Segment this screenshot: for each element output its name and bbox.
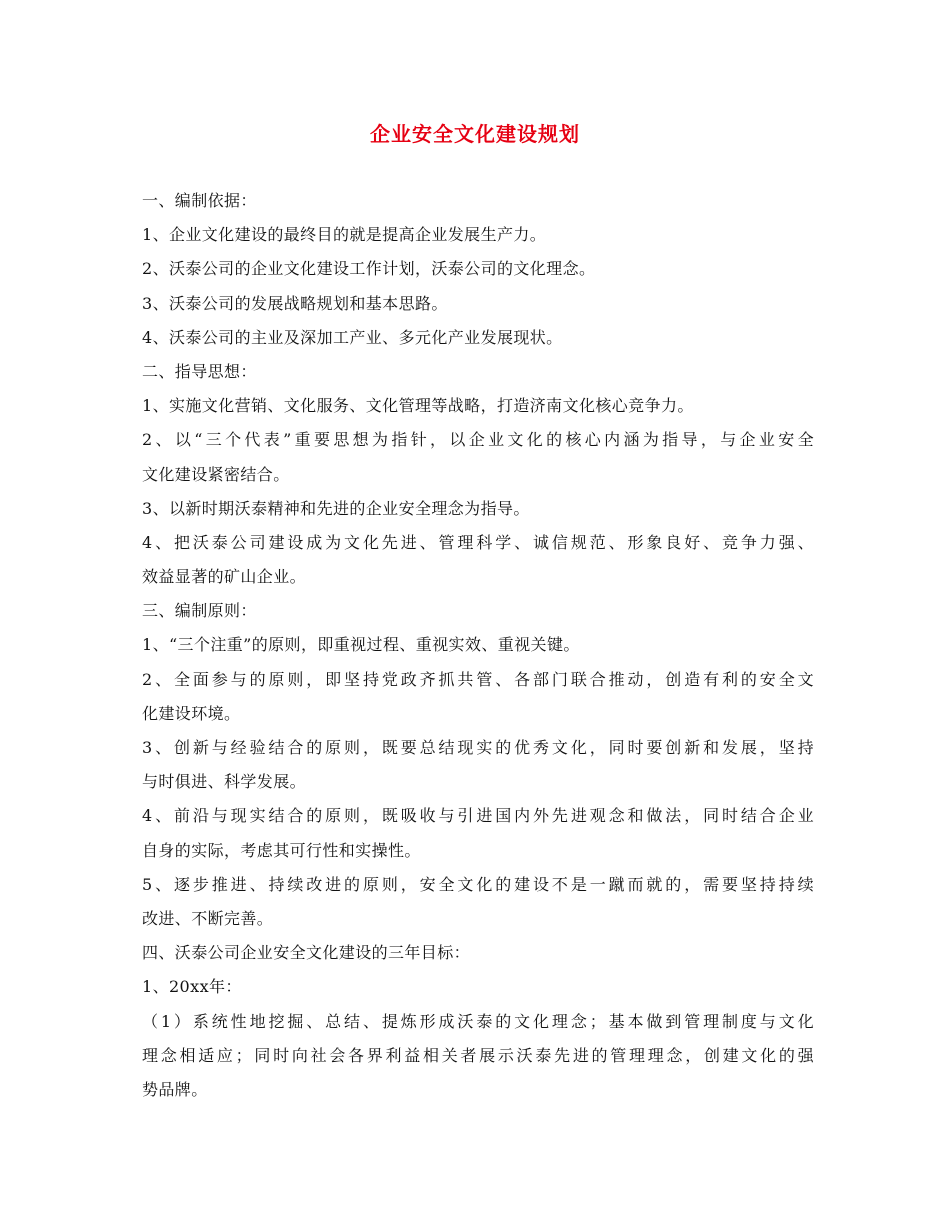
paragraph-line: 2、全面参与的原则，即坚持党政齐抓共管、各部门联合推动，创造有利的安全文 bbox=[142, 669, 814, 689]
paragraph-line: 三、编制原则： bbox=[142, 601, 257, 621]
paragraph-line: 自身的实际，考虑其可行性和实操性。 bbox=[142, 840, 421, 860]
paragraph-line: 1、实施文化营销、文化服务、文化管理等战略，打造济南文化核心竞争力。 bbox=[142, 396, 694, 416]
paragraph-line: 4、前沿与现实结合的原则，既吸收与引进国内外先进观念和做法，同时结合企业 bbox=[142, 806, 814, 826]
paragraph-line: 5、逐步推进、持续改进的原则，安全文化的建设不是一蹴而就的，需要坚持持续 bbox=[142, 874, 814, 894]
paragraph-line: 2、以“三个代表”重要思想为指针，以企业文化的核心内涵为指导，与企业安全 bbox=[142, 430, 814, 450]
paragraph-line: 1、20xx年： bbox=[142, 977, 242, 997]
paragraph-line: 效益显著的矿山企业。 bbox=[142, 567, 307, 587]
paragraph-line: 一、编制依据： bbox=[142, 191, 257, 210]
paragraph-line: 3、沃泰公司的发展战略规划和基本思路。 bbox=[142, 293, 448, 313]
paragraph-line: 文化建设紧密结合。 bbox=[142, 464, 290, 484]
paragraph-line: 改进、不断完善。 bbox=[142, 908, 274, 928]
paragraph-line: 4、沃泰公司的主业及深加工产业、多元化产业发展现状。 bbox=[142, 327, 563, 347]
paragraph-line: 理念相适应；同时向社会各界利益相关者展示沃泰先进的管理理念，创建文化的强 bbox=[142, 1045, 814, 1065]
paragraph-line: （1）系统性地挖掘、总结、提炼形成沃泰的文化理念；基本做到管理制度与文化 bbox=[142, 1011, 814, 1031]
paragraph-line: 二、指导思想： bbox=[142, 361, 257, 381]
paragraph-line: 3、创新与经验结合的原则，既要总结现实的优秀文化，同时要创新和发展，坚持 bbox=[142, 738, 814, 757]
paragraph-line: 4、把沃泰公司建设成为文化先进、管理科学、诚信规范、形象良好、竞争力强、 bbox=[142, 532, 814, 552]
document-title: 企业安全文化建设规划 bbox=[370, 122, 580, 146]
paragraph-line: 与时俱进、科学发展。 bbox=[142, 772, 307, 792]
paragraph-line: 3、以新时期沃泰精神和先进的企业安全理念为指导。 bbox=[142, 498, 530, 518]
paragraph-line: 2、沃泰公司的企业文化建设工作计划，沃泰公司的文化理念。 bbox=[142, 259, 596, 279]
paragraph-line: 化建设环境。 bbox=[142, 703, 241, 723]
paragraph-line: 1、“三个注重”的原则，即重视过程、重视实效、重视关键。 bbox=[142, 635, 580, 655]
paragraph-line: 1、企业文化建设的最终目的就是提高企业发展生产力。 bbox=[142, 225, 547, 245]
paragraph-line: 势品牌。 bbox=[142, 1079, 208, 1099]
paragraph-line: 四、沃泰公司企业安全文化建设的三年目标： bbox=[142, 943, 471, 963]
document-body bbox=[142, 184, 814, 1107]
